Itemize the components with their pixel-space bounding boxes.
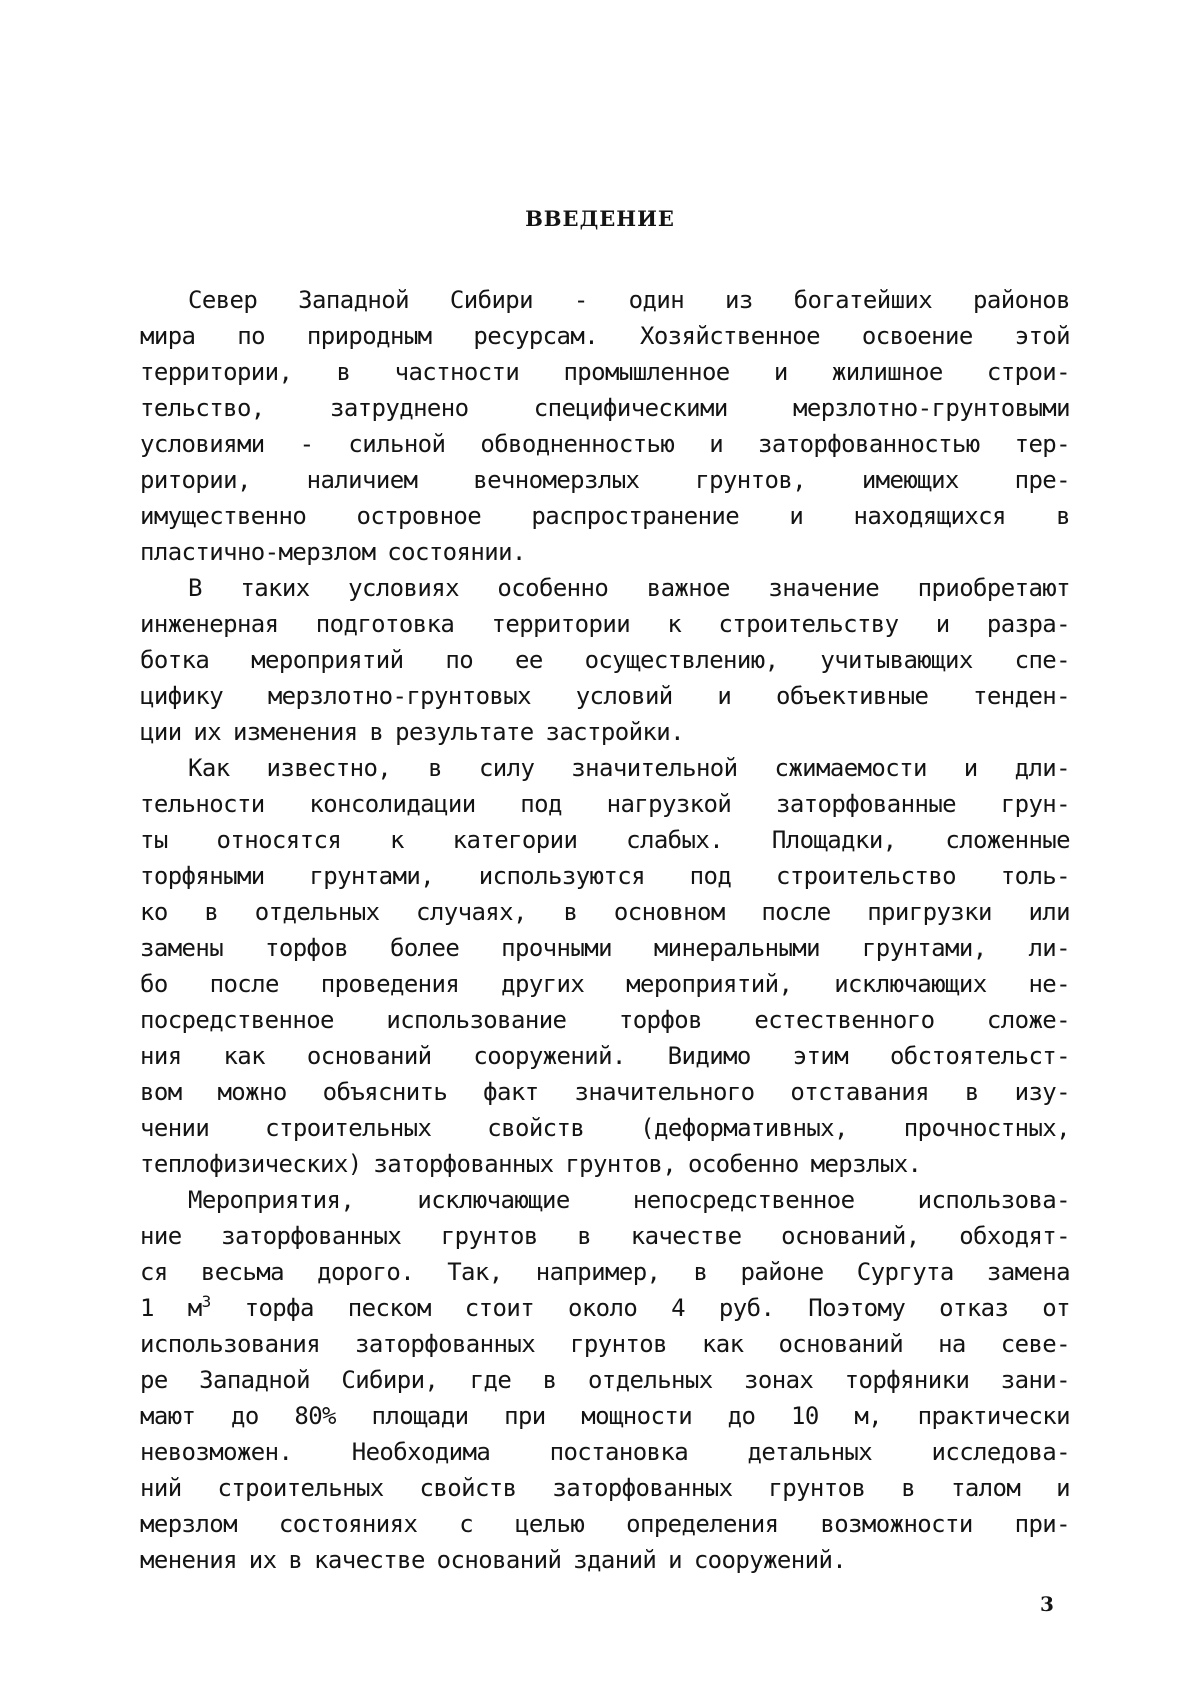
text-line: ся весьма дорого. Так, например, в районе Сургута замена <box>140 1258 1070 1286</box>
text-line: ритории, наличием вечномерзлых грунтов, имеющих пре- <box>140 466 1070 494</box>
text-line: инженерная подготовка территории к строительству и разра- <box>140 610 1070 638</box>
text-line: Север Западной Сибири - один из богатейших районов <box>188 286 1070 314</box>
text-line: чении строительных свойств (деформативных, прочностных, <box>140 1114 1070 1142</box>
text-line: тельности консолидации под нагрузкой заторфованные грун- <box>140 790 1070 818</box>
text-line: торфяными грунтами, используются под строительство толь- <box>140 862 1070 890</box>
superscript: 3 <box>201 1292 211 1311</box>
text-line: ции их изменения в результате застройки. <box>140 718 684 746</box>
body-text <box>140 282 1070 1578</box>
text-line: вом можно объяснить факт значительного отставания в изу- <box>140 1078 1070 1106</box>
text-line: мерзлом состояниях с целью определения возможности при- <box>140 1510 1070 1538</box>
section-title: ВВЕДЕНИЕ <box>525 206 675 231</box>
text-line <box>140 1290 1070 1326</box>
text-line: невозможен. Необходима постановка детальных исследова- <box>140 1438 1070 1466</box>
text-line: ние заторфованных грунтов в качестве оснований, обходят- <box>140 1222 1070 1250</box>
text-line: цифику мерзлотно-грунтовых условий и объективные тенден- <box>140 682 1070 710</box>
text-line: Мероприятия, исключающие непосредственное использова- <box>188 1186 1070 1214</box>
text-line: бо после проведения других мероприятий, исключающих не- <box>140 970 1070 998</box>
text-line: В таких условиях особенно важное значение приобретают <box>188 574 1070 602</box>
text-line: Как известно, в силу значительной сжимаемости и дли- <box>188 754 1070 782</box>
text-line: тельство, затруднено специфическими мерзлотно-грунтовыми <box>140 394 1070 422</box>
text-line: теплофизических) заторфованных грунтов, особенно мерзлых. <box>140 1150 922 1178</box>
text-line: ния как оснований сооружений. Видимо этим обстоятельст- <box>140 1042 1070 1070</box>
text-line: пластично-мерзлом состоянии. <box>140 538 526 566</box>
text-fragment: 1 м <box>140 1294 202 1322</box>
text-line: ботка мероприятий по ее осуществлению, учитывающих спе- <box>140 646 1070 674</box>
text-line: ты относятся к категории слабых. Площадки, сложенные <box>140 826 1070 854</box>
text-line: менения их в качестве оснований зданий и сооружений. <box>140 1546 847 1574</box>
page-number: 3 <box>1040 1592 1054 1616</box>
text-line: мают до 80% площади при мощности до 10 м, практически <box>140 1402 1070 1430</box>
text-line: ре Западной Сибири, где в отдельных зонах торфяники зани- <box>140 1366 1070 1394</box>
text-line: территории, в частности промышленное и жилишное строи- <box>140 358 1070 386</box>
text-line: ко в отдельных случаях, в основном после пригрузки или <box>140 898 1070 926</box>
text-line: ний строительных свойств заторфованных грунтов в талом и <box>140 1474 1070 1502</box>
text-line: условиями - сильной обводненностью и заторфованностью тер- <box>140 430 1070 458</box>
text-fragment: торфа песком стоит около 4 руб. Поэтому отказ от <box>244 1294 1070 1322</box>
text-line: имущественно островное распространение и находящихся в <box>140 502 1070 530</box>
text-line: использования заторфованных грунтов как оснований на севе- <box>140 1330 1070 1358</box>
text-line: замены торфов более прочными минеральными грунтами, ли- <box>140 934 1070 962</box>
text-line: посредственное использование торфов естественного сложе- <box>140 1006 1070 1034</box>
text-line: мира по природным ресурсам. Хозяйственное освоение этой <box>140 322 1070 350</box>
